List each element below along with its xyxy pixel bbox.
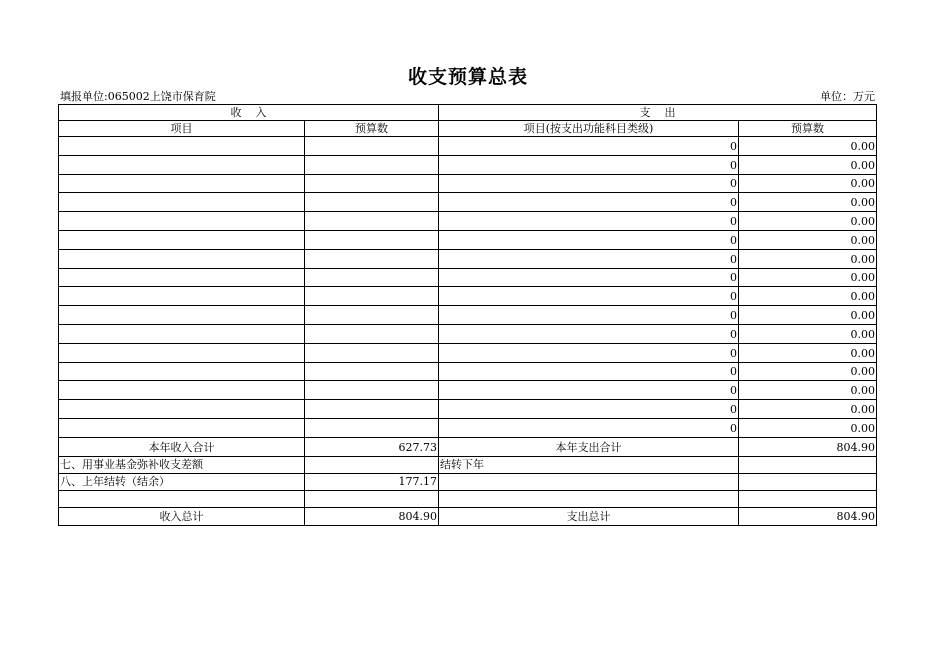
income-budget-cell	[305, 268, 439, 287]
expense-budget-cell: 0.00	[739, 268, 877, 287]
year-income-label: 本年收入合计	[59, 437, 305, 456]
blank-cell	[739, 473, 877, 490]
income-item-cell	[59, 343, 305, 362]
expense-budget-cell: 0.00	[739, 155, 877, 174]
income-item-cell	[59, 306, 305, 325]
table-row	[59, 212, 877, 231]
expense-budget-cell: 0.00	[739, 343, 877, 362]
blank-cell	[59, 490, 305, 507]
expense-budget-cell: 0.00	[739, 418, 877, 437]
summary-row	[59, 473, 877, 490]
expense-budget-cell: 0.00	[739, 381, 877, 400]
expense-item-cell: 0	[439, 381, 739, 400]
expense-item-cell: 0	[439, 212, 739, 231]
fund-offset-label: 七、用事业基金弥补收支差额	[59, 456, 305, 473]
income-budget-cell	[305, 249, 439, 268]
income-item-cell	[59, 230, 305, 249]
blank-cell	[439, 473, 739, 490]
table-row	[59, 400, 877, 419]
expense-budget-header: 预算数	[739, 121, 877, 137]
expense-budget-cell: 0.00	[739, 362, 877, 381]
income-item-cell	[59, 400, 305, 419]
page-title: 收支预算总表	[407, 66, 528, 88]
income-item-cell	[59, 381, 305, 400]
table-row	[59, 381, 877, 400]
fund-offset-value	[305, 456, 439, 473]
income-budget-cell	[305, 400, 439, 419]
expense-item-cell: 0	[439, 174, 739, 193]
income-item-cell	[59, 324, 305, 343]
summary-row	[59, 507, 877, 526]
income-budget-cell	[305, 137, 439, 156]
blank-cell	[739, 490, 877, 507]
table-row	[59, 343, 877, 362]
table-row	[59, 249, 877, 268]
table-row	[59, 306, 877, 325]
income-budget-cell	[305, 155, 439, 174]
table-row	[59, 418, 877, 437]
income-item-cell	[59, 174, 305, 193]
income-item-cell	[59, 155, 305, 174]
expense-item-cell: 0	[439, 137, 739, 156]
budget-table	[58, 104, 877, 526]
income-budget-cell	[305, 193, 439, 212]
income-item-cell	[59, 418, 305, 437]
table-row	[59, 155, 877, 174]
expense-budget-cell: 0.00	[739, 400, 877, 419]
income-total-value: 804.90	[305, 507, 439, 526]
expense-item-cell: 0	[439, 155, 739, 174]
income-budget-cell	[305, 343, 439, 362]
expense-budget-cell: 0.00	[739, 230, 877, 249]
year-expense-label: 本年支出合计	[439, 437, 739, 456]
expense-item-cell: 0	[439, 400, 739, 419]
income-budget-cell	[305, 362, 439, 381]
table-row	[59, 174, 877, 193]
expense-budget-cell: 0.00	[739, 193, 877, 212]
income-total-label: 收入总计	[59, 507, 305, 526]
expense-budget-cell: 0.00	[739, 212, 877, 231]
expense-item-cell: 0	[439, 324, 739, 343]
table-row	[59, 324, 877, 343]
income-budget-cell	[305, 212, 439, 231]
expense-total-label: 支出总计	[439, 507, 739, 526]
summary-row	[59, 437, 877, 456]
expense-item-cell: 0	[439, 287, 739, 306]
expense-item-cell: 0	[439, 193, 739, 212]
income-budget-cell	[305, 418, 439, 437]
summary-row	[59, 456, 877, 473]
income-budget-cell	[305, 230, 439, 249]
income-section-header: 收 入	[59, 105, 439, 121]
carry-forward-label: 结转下年	[439, 456, 739, 473]
expense-item-cell: 0	[439, 343, 739, 362]
expense-item-cell: 0	[439, 249, 739, 268]
currency-unit: 单位：万元	[820, 90, 875, 103]
income-item-header: 项目	[59, 121, 305, 137]
expense-item-cell: 0	[439, 362, 739, 381]
income-item-cell	[59, 249, 305, 268]
expense-budget-cell: 0.00	[739, 249, 877, 268]
income-budget-cell	[305, 174, 439, 193]
table-row	[59, 193, 877, 212]
table-row	[59, 137, 877, 156]
income-item-cell	[59, 212, 305, 231]
income-budget-cell	[305, 287, 439, 306]
expense-item-cell: 0	[439, 418, 739, 437]
carry-forward-value	[739, 456, 877, 473]
income-budget-cell	[305, 381, 439, 400]
table-row	[59, 362, 877, 381]
table-row	[59, 268, 877, 287]
section-header-row	[59, 105, 877, 121]
year-income-value: 627.73	[305, 437, 439, 456]
prior-year-carryover-label: 八、上年结转（结余）	[59, 473, 305, 490]
income-budget-cell	[305, 306, 439, 325]
summary-row	[59, 490, 877, 507]
income-item-cell	[59, 268, 305, 287]
expense-item-cell: 0	[439, 268, 739, 287]
table-row	[59, 287, 877, 306]
income-item-cell	[59, 137, 305, 156]
expense-item-header: 项目(按支出功能科目类级)	[439, 121, 739, 137]
expense-budget-cell: 0.00	[739, 306, 877, 325]
table-row	[59, 230, 877, 249]
blank-cell	[439, 490, 739, 507]
expense-budget-cell: 0.00	[739, 174, 877, 193]
income-item-cell	[59, 193, 305, 212]
expense-item-cell: 0	[439, 230, 739, 249]
prior-year-carryover-value: 177.17	[305, 473, 439, 490]
year-expense-value: 804.90	[739, 437, 877, 456]
income-budget-header: 预算数	[305, 121, 439, 137]
column-header-row	[59, 121, 877, 137]
expense-section-header: 支 出	[439, 105, 877, 121]
income-item-cell	[59, 287, 305, 306]
expense-budget-cell: 0.00	[739, 324, 877, 343]
reporting-unit: 填报单位:065002上饶市保育院	[60, 90, 216, 103]
expense-budget-cell: 0.00	[739, 287, 877, 306]
expense-budget-cell: 0.00	[739, 137, 877, 156]
income-budget-cell	[305, 324, 439, 343]
expense-item-cell: 0	[439, 306, 739, 325]
blank-cell	[305, 490, 439, 507]
expense-total-value: 804.90	[739, 507, 877, 526]
income-item-cell	[59, 362, 305, 381]
